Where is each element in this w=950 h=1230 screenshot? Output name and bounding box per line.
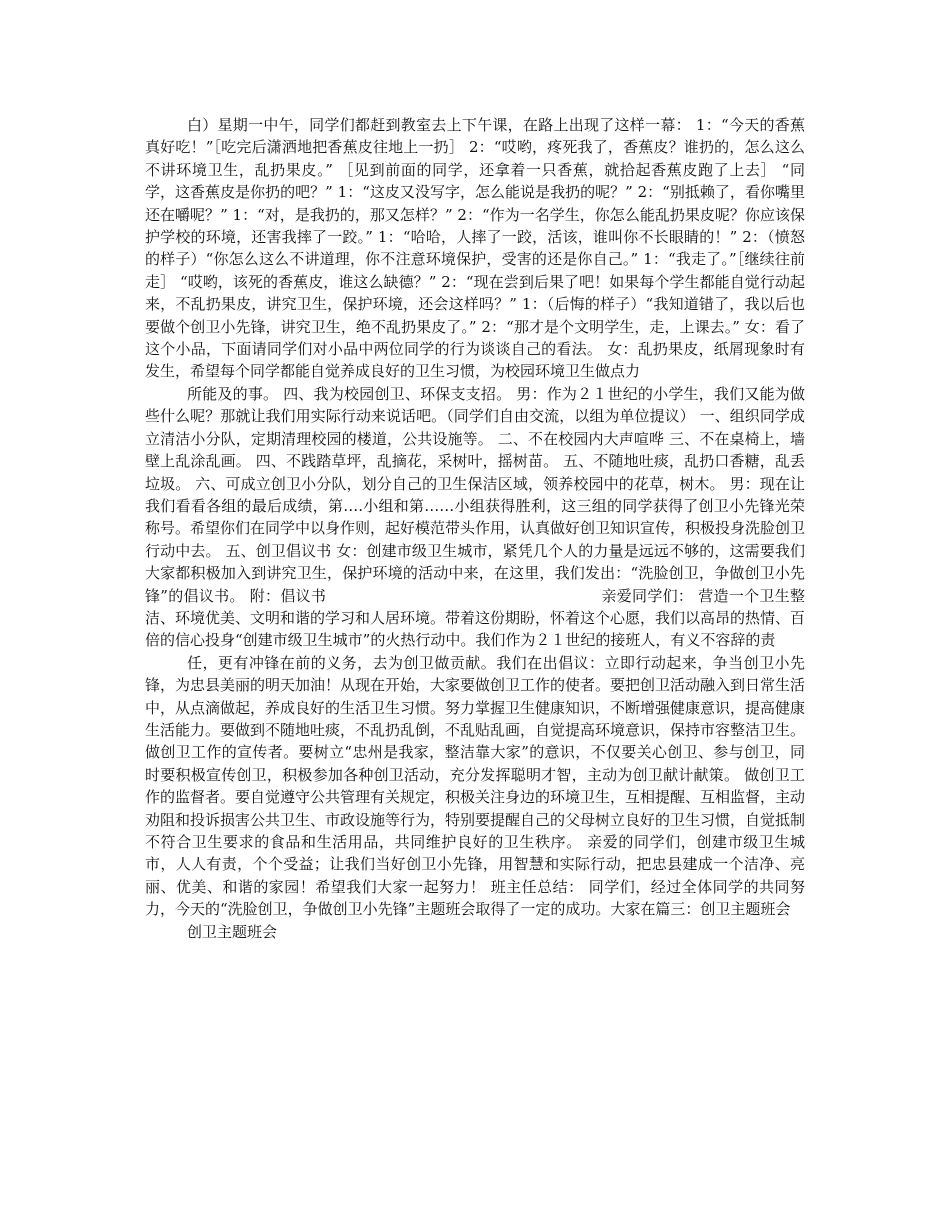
document-page [145, 114, 805, 943]
paragraph-suggestions-and-proposal: 所能及的事。 四、我为校园创卫、环保支支招。 男：作为２１世纪的小学生，我们又能为做些什么呢？那就让我们用实际行动来说话吧。（同学们自由交流，以组为单位提议） 一、组织同学成立清洁小分队，定期清理校园的楼道，公共设施等。 二、不在校园内大声喧哗 三、不在桌椅上，墙壁上乱涂乱画。 四、不践踏草坪，乱摘花，采树叶，摇树苗。 五、不随地吐痰，乱扔口香糖，乱丢垃圾。 六、可成立创卫小分队，划分自己的卫生保洁区域，领养校园中的花草，树木。 男：现在让我们看看各组的最后成绩，第….小组和第……小组获得胜利，这三组的同学获得了创卫小先锋光荣称号。希望你们在同学中以身作则，起好模范带头作用，认真做好创卫知识宣传，积极投身洗脸创卫行动中去。 五、创卫倡议书 女：创建市级卫生城市，紧凭几个人的力量是远远不够的，这需要我们大家都积极加入到讲究卫生，保护环境的活动中来，在这里，我们发出：“洗脸创卫，争做创卫小先锋”的倡议书。 附：倡议书 亲爱同学们： 营造一个卫生整洁、环境优美、文明和谐的学习和人居环境。带着这份期盼，怀着这个心愿，我们以高昂的热情、百倍的信心投身“创建市级卫生城市”的火热行动中。我们作为２１世纪的接班人，有义不容辞的责 [145, 384, 806, 650]
paragraph-proposal-body: 任，更有冲锋在前的义务，去为创卫做贡献。我们在出倡议：立即行动起来，争当创卫小先锋，为忠县美丽的明天加油！从现在开始，大家要做创卫工作的使者。要把创卫活动融入到日常生活中，从点滴做起，养成良好的生活卫生习惯。努力掌握卫生健康知识，不断增强健康意识，提高健康生活能力。要做到不随地吐痰，不乱扔乱倒，不乱贴乱画，自觉提高环境意识，保持市容整洁卫生。 做创卫工作的宣传者。要树立“忠州是我家，整洁靠大家”的意识，不仅要关心创卫、参与创卫，同时要积极宣传创卫，积极参加各种创卫活动，充分发挥聪明才智，主动为创卫献计献策。 做创卫工作的监督者。要自觉遵守公共管理有关规定，积极关注身边的环境卫生，互相提醒、互相监督，主动劝阻和投诉损害公共卫生、市政设施等行为，特别要提醒自己的父母树立良好的卫生习惯，自觉抵制不符合卫生要求的食品和生活用品，共同维护良好的卫生秩序。 亲爱的同学们，创建市级卫生城市，人人有责，个个受益；让我们当好创卫小先锋，用智慧和实际行动，把忠县建成一个洁净、亮丽、优美、和谐的家园！希望我们大家一起努力！ 班主任总结： 同学们，经过全体同学的共同努力，今天的“洗脸创卫，争做创卫小先锋”主题班会取得了一定的成功。大家在篇三：创卫主题班会 [145, 653, 806, 919]
paragraph-section-heading: 创卫主题班会 [187, 922, 278, 941]
paragraph-skit-dialogue: 白）星期一中午，同学们都赶到教室去上下午课，在路上出现了这样一幕： 1：“今天的香蕉真好吃！”［吃完后潇洒地把香蕉皮往地上一扔］ 2：“哎哟，疼死我了，香蕉皮？谁扔的，怎么这么不讲环境卫生，乱扔果皮。” ［见到前面的同学，还拿着一只香蕉，就拾起香蕉皮跑了上去］ “同学，这香蕉皮是你扔的吧？” 1：“这皮又没写字，怎么能说是我扔的呢？” 2：“别抵赖了，看你嘴里还在嚼呢？” 1：“对，是我扔的，那又怎样？” 2：“作为一名学生，你怎么能乱扔果皮呢？你应该保护学校的环境，还害我摔了一跤。” 1：“哈哈，人摔了一跤，活该，谁叫你不长眼睛的！” 2：（愤怒的样子）“你怎么这么不讲道理，你不注意环境保护，受害的还是你自己。” 1：“我走了。”［继续往前走］ “哎哟，该死的香蕉皮，谁这么缺德？” 2：“现在尝到后果了吧！如果每个学生都能自觉行动起来，不乱扔果皮，讲究卫生，保护环境，还会这样吗？” 1：（后悔的样子）“我知道错了，我以后也要做个创卫小先锋，讲究卫生，绝不乱扔果皮了。” 2：“那才是个文明学生，走，上课去。” 女：看了这个小品，下面请同学们对小品中两位同学的行为谈谈自己的看法。 女：乱扔果皮，纸屑现象时有发生，希望每个同学都能自觉养成良好的卫生习惯，为校园环境卫生做点力 [145, 116, 805, 381]
